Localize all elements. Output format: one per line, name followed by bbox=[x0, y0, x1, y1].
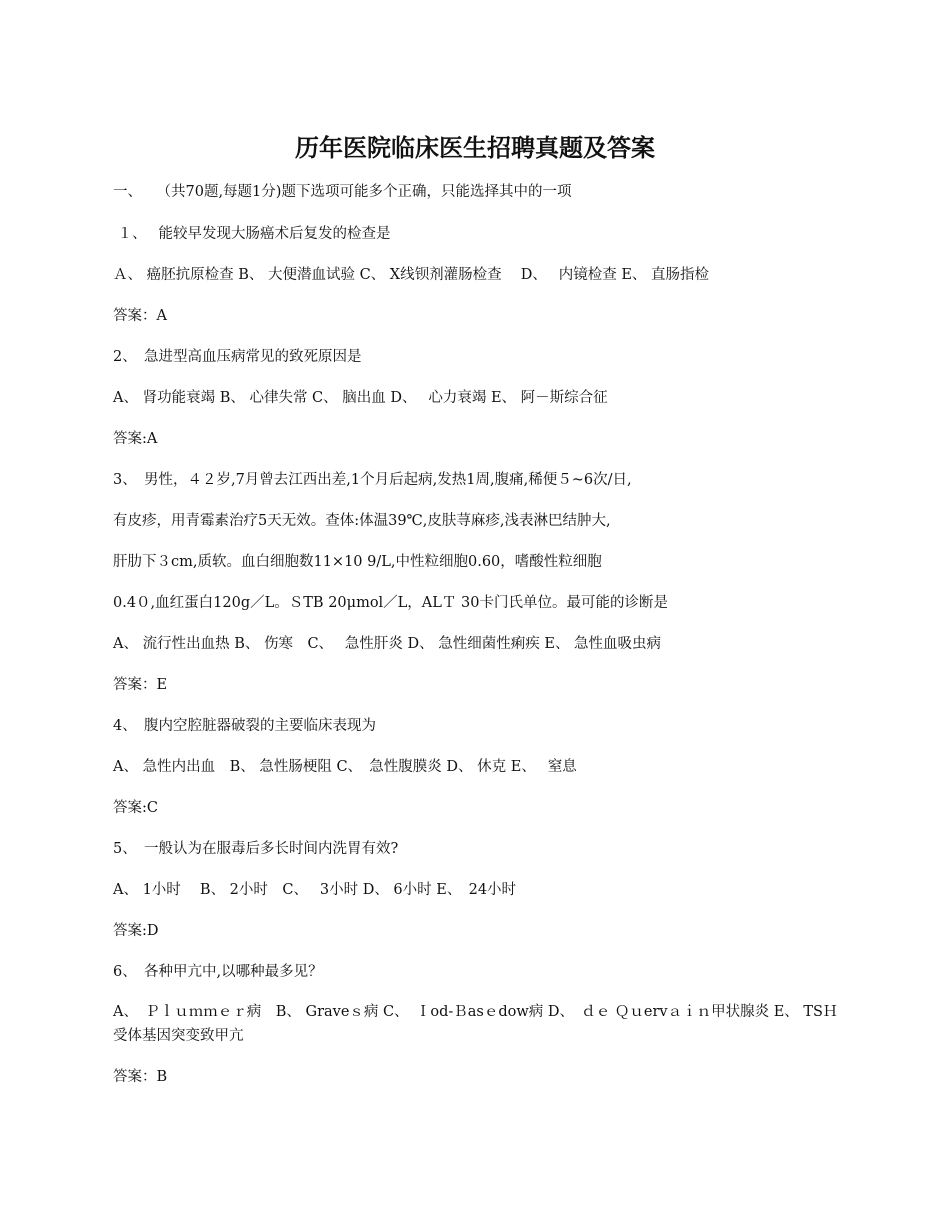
question-6-stem: 6、 各种甲亢中,以哪种最多见？ bbox=[113, 964, 323, 980]
section-header: 一、 （共70题,每题1分)题下选项可能多个正确，只能选择其中的一项 bbox=[113, 184, 572, 200]
question-5-options: A、 1小时 B、 2小时 C、 3小时 D、 6小时 E、 24小时 bbox=[113, 882, 517, 898]
question-3-answer: 答案：E bbox=[113, 677, 168, 693]
question-4-answer: 答案:C bbox=[113, 800, 158, 816]
question-5-answer: 答案:D bbox=[113, 923, 159, 939]
question-1-answer: 答案：A bbox=[113, 308, 167, 324]
question-3-stem-line-1: 3、 男性，４２岁,7月曾去江西出差,1个月后起病,发热1周,腹痛,稀便５~6次/日, bbox=[113, 472, 632, 488]
question-4-options: A、 急性内出血 B、 急性肠梗阻 C、 急性腹膜炎 D、 休克 E、 窒息 bbox=[113, 759, 577, 775]
question-2-options: A、 肾功能衰竭 B、 心律失常 C、 脑出血 D、 心力衰竭 E、 阿－斯综合征 bbox=[113, 390, 608, 406]
question-2-stem: 2、 急进型高血压病常见的致死原因是 bbox=[113, 349, 362, 365]
question-6-options: A、 Ｐｌｕｍｍｅｒ病 B、 Graveｓ病 C、 Ｉod-Ｂasｅdow病 D、 ｄｅ Ｑｕervａｉｎ甲状腺炎 E、 TSＨ受体基因突变致甲亢 bbox=[113, 1004, 838, 1044]
document-title: 历年医院临床医生招聘真题及答案 bbox=[295, 133, 655, 162]
question-1-options: Ａ、 癌胚抗原检查 B、 大便潜血试验 C、 X线钡剂灌肠检查 D、 内镜检查 E、 直肠指检 bbox=[113, 267, 710, 283]
question-4-stem: 4、 腹内空腔脏器破裂的主要临床表现为 bbox=[113, 718, 376, 734]
question-2-answer: 答案:A bbox=[113, 431, 158, 447]
question-3-options: A、 流行性出血热 B、 伤寒 C、 急性肝炎 D、 急性细菌性痢疾 E、 急性血吸虫病 bbox=[113, 636, 662, 652]
question-1-stem: １、 能较早发现大肠癌术后复发的检查是 bbox=[113, 226, 391, 242]
question-3-stem-line-2: 有皮疹，用青霉素治疗5天无效。查体:体温39℃,皮肤荨麻疹,浅表淋巴结肿大, bbox=[113, 513, 611, 529]
question-3-stem-line-3: 肝肋下３cm,质软。血白细胞数11×10 9/L,中性粒细胞0.60，嗜酸性粒细胞 bbox=[113, 554, 602, 570]
question-3-stem-line-4: 0.4０,血红蛋白120g／L。ＳTB 20μmol／L，ALＴ 30卡门氏单位。最可能的诊断是 bbox=[113, 595, 668, 611]
question-5-stem: 5、 一般认为在服毒后多长时间内洗胃有效? bbox=[113, 841, 399, 857]
question-6-answer: 答案：B bbox=[113, 1069, 168, 1085]
